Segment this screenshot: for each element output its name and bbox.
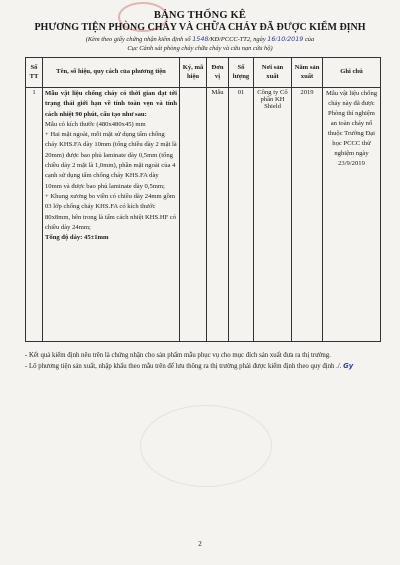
cell-code <box>180 88 207 342</box>
spec-line: Mẫu có kích thước (480x480x45) mm <box>45 120 146 128</box>
spec-line: + Hai mặt ngoài, mỗi mặt sử dụng tấm chống cháy KHS.FA dày 10mm (tổng chiều dày 2 mặt là 20mm) được bao phủ laminate dày 0,5mm (tổng chiều dày 2 mặt là 1,0mm), phần mặt ngoài của 4 cạnh sử dụng tấm chống cháy KHS.FA dày 10mm và được bao phủ laminate dày 0,5mm; <box>45 131 177 190</box>
header-qty: Số lượng <box>229 58 254 88</box>
cell-qty: 01 <box>229 88 254 342</box>
faint-stamp-mark <box>140 405 272 487</box>
handwritten-initials: Gy <box>343 362 354 370</box>
equipment-table <box>25 57 381 342</box>
note-line-1: - Kết quả kiểm định nêu trên là chứng nhận cho sản phẩm mẫu phục vụ cho mục đích sản xuất đưa ra thị trường. <box>25 352 331 359</box>
header-name: Tên, số hiệu, quy cách của phương tiện <box>43 58 180 88</box>
subtitle-suffix: của <box>303 36 315 43</box>
page-number: 2 <box>198 540 202 548</box>
header-maker: Nơi sản xuất <box>254 58 292 88</box>
table-header-row <box>26 58 381 88</box>
notes-section <box>25 350 380 372</box>
cert-day: 16 <box>267 35 276 43</box>
cert-month: 10 <box>277 35 286 43</box>
cert-year: 2019 <box>287 35 304 43</box>
certificate-reference: (Kèm theo giấy chứng nhận kiểm định số 1548/KĐ/PCCC-TT2, ngày 16/10/2019 của Cục Cảnh sát phòng cháy chữa cháy và cứu nạn cứu hộ) <box>85 35 315 52</box>
subtitle-line2: Cục Cảnh sát phòng cháy chữa cháy và cứu nạn cứu hộ) <box>127 45 273 52</box>
cert-number: 1548 <box>192 35 209 43</box>
document-title: BẢNG THỐNG KÊ <box>153 10 247 21</box>
header-code: Ký, mã hiệu <box>180 58 207 88</box>
cell-stt: 1 <box>26 88 43 342</box>
cell-note: Mẫu vật liệu chống cháy này đã được Phòng thí nghiệm an toàn cháy nổ thuộc Trường Đại học PCCC thử nghiệm ngày 23/9/2019 <box>323 88 381 342</box>
header-note: Ghi chú <box>323 58 381 88</box>
spec-total: Tổng độ dày: 45±1mm <box>45 234 109 242</box>
table-row <box>26 88 381 342</box>
header-stt: Số TT <box>26 58 43 88</box>
header-year: Năm sản xuất <box>292 58 323 88</box>
document-subtitle-heading: PHƯƠNG TIỆN PHÒNG CHÁY VÀ CHỮA CHÁY ĐÃ ĐƯỢC KIỂM ĐỊNH <box>34 22 366 33</box>
subtitle-prefix: (Kèm theo giấy chứng nhận kiểm định số <box>85 36 193 43</box>
cell-year: 2019 <box>292 88 323 342</box>
spec-heading: Mẫu vật liệu chống cháy có thời gian đạt tới trạng thái giới hạn về tính toàn vẹn và tính cách nhiệt 90 phút, cấu tạo như sau: <box>45 90 177 118</box>
cell-unit: Mẫu <box>207 88 229 342</box>
spec-line: + Khung xương bo viền có chiều dày 24mm gồm 03 lớp chống cháy KHS.FA có kích thước 80x8mm, bên trong là tấm cách nhiệt KHS.HF có chiều dày 24mm; <box>45 192 177 231</box>
note-line-2 <box>25 361 380 372</box>
subtitle-mid: /KĐ/PCCC-TT2, ngày <box>208 36 268 43</box>
header-unit: Đơn vị <box>207 58 229 88</box>
cell-spec <box>43 88 180 342</box>
cell-maker: Công ty Cổ phần KH Shield <box>254 88 292 342</box>
note-line-2-text: - Lô phương tiện sản xuất, nhập khẩu theo mẫu trên để lưu thông ra thị trường phải được kiểm định theo quy định ./. <box>25 363 342 370</box>
